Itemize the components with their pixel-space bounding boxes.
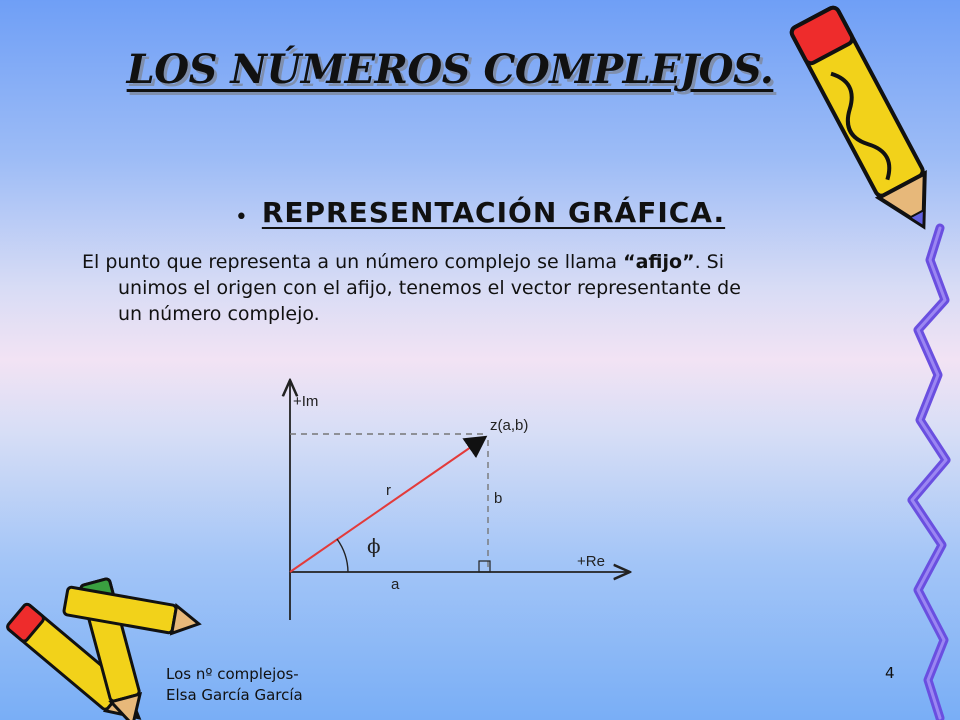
paragraph-line-2: unimos el origen con el afijo, tenemos el vector representante de [118, 277, 741, 299]
label-phi: ϕ [367, 534, 381, 558]
label-im: +Im [293, 393, 319, 410]
vector-r [290, 438, 484, 572]
label-a: a [391, 576, 400, 593]
slide-title: LOS NÚMEROS COMPLEJOS. [126, 46, 774, 93]
footer-author [166, 664, 303, 706]
footer-line-1: Los nº complejos- [166, 665, 299, 683]
label-r: r [386, 482, 391, 499]
section-subtitle: REPRESENTACIÓN GRÁFICA. [261, 196, 726, 229]
label-point-z: z(a,b) [490, 417, 529, 434]
angle-arc [337, 539, 348, 572]
footer-line-2: Elsa García García [166, 686, 303, 704]
bullet-icon: • [234, 205, 248, 230]
paragraph-text-1: El punto que representa a un número complejo se llama [82, 251, 624, 273]
label-re: +Re [577, 553, 605, 570]
paragraph-line-3: un número complejo. [118, 303, 320, 325]
page-number: 4 [885, 664, 895, 682]
label-b: b [494, 490, 503, 507]
paragraph-text-1b: . Si [694, 251, 724, 273]
term-afijo: “afijo” [623, 251, 695, 273]
